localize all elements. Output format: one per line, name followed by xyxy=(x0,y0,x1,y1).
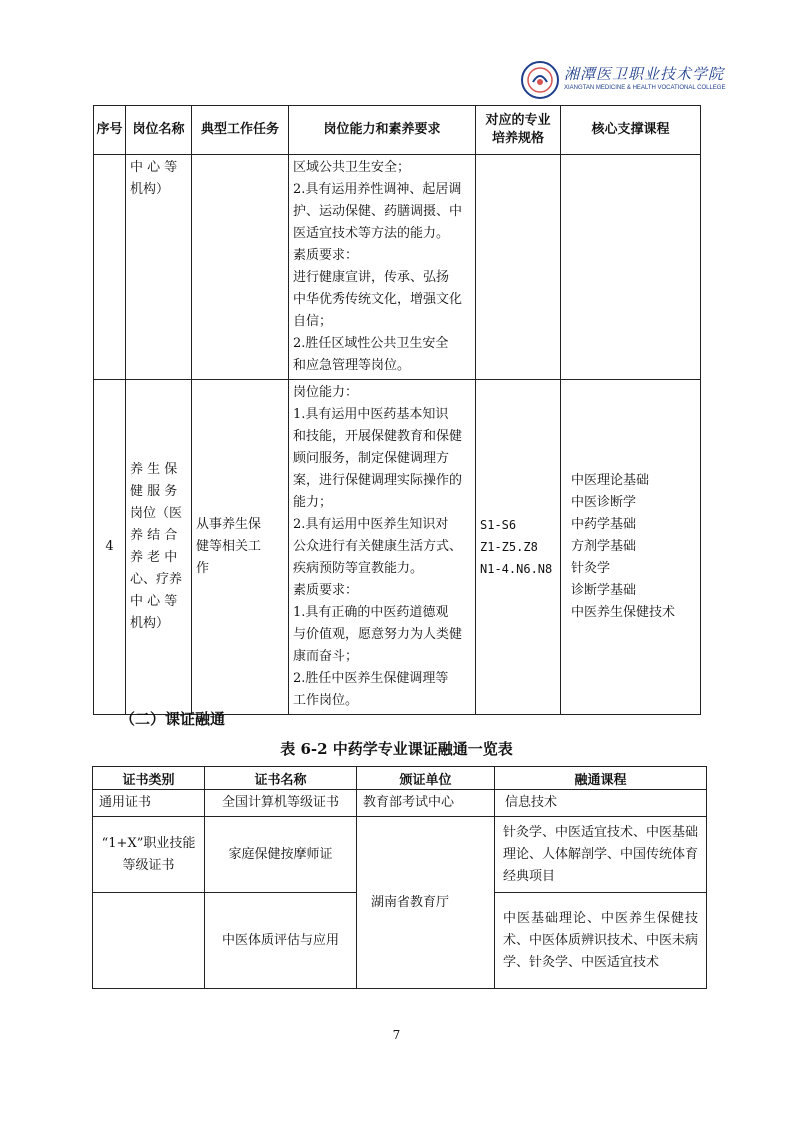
cell-ability: 区域公共卫生安全； 2.具有运用养性调神、起居调 护、运动保健、药膳调摄、中 医适宜技术等方法的能力。 素质要求： 进行健康宣讲，传承、弘扬 中华优秀传统文化，增强文化 自信； 2.胜任区域性公共卫生安全 和应急管理等岗位。 xyxy=(289,155,476,380)
cell-cert-name: 家庭保健按摩师证 xyxy=(205,817,357,893)
table-header-row xyxy=(94,106,701,155)
cell-issuer: 教育部考试中心 xyxy=(357,790,495,817)
cell-no xyxy=(94,155,126,380)
header-ability: 岗位能力和素养要求 xyxy=(289,106,476,155)
section-title: （二）课证融通 xyxy=(120,710,226,728)
certificate-course-table xyxy=(92,766,707,989)
cell-courses: 中医基础理论、中医养生保健技术、中医体质辨识技术、中医未病学、针灸学、中医适宜技术 xyxy=(495,893,707,989)
cell-task: 从事养生保 健等相关工 作 xyxy=(192,380,289,715)
header-spec: 对应的专业培养规格 xyxy=(476,106,561,155)
cell-spec: S1-S6 Z1-Z5.Z8 N1-4.N6.N8 xyxy=(476,380,561,715)
cell-post: 养 生 保 健 服 务 岗位（医 养 结 合 养 老 中 心、疗养 中 心 等 机构） xyxy=(126,380,192,715)
logo-chinese-name: 湘潭医卫职业技术学院 xyxy=(564,65,725,83)
cell-spec xyxy=(476,155,561,380)
table-row xyxy=(93,790,707,817)
cell-category: “1+X”职业技能等级证书 xyxy=(93,817,205,893)
header-cert-name: 证书名称 xyxy=(205,767,357,790)
table-row xyxy=(94,380,701,715)
cell-cert-name: 中医体质评估与应用 xyxy=(205,893,357,989)
cell-courses: 信息技术 xyxy=(495,790,707,817)
college-logo xyxy=(520,60,726,102)
header-no: 序号 xyxy=(94,106,126,155)
header-course: 核心支撑课程 xyxy=(561,106,701,155)
header-issuer: 颁证单位 xyxy=(357,767,495,790)
cell-category xyxy=(93,893,205,989)
post-ability-table xyxy=(93,105,701,715)
cell-cert-name: 全国计算机等级证书 xyxy=(205,790,357,817)
cell-post: 中 心 等 机构） xyxy=(126,155,192,380)
table-header-row xyxy=(93,767,707,790)
cell-course xyxy=(561,155,701,380)
table-caption: 表 6-2 中药学专业课证融通一览表 xyxy=(280,740,513,758)
page-number: 7 xyxy=(392,1028,401,1042)
header-category: 证书类别 xyxy=(93,767,205,790)
cell-task xyxy=(192,155,289,380)
cell-category: 通用证书 xyxy=(93,790,205,817)
cell-no: 4 xyxy=(94,380,126,715)
header-task: 典型工作任务 xyxy=(192,106,289,155)
header-courses: 融通课程 xyxy=(495,767,707,790)
college-emblem-icon xyxy=(520,60,560,100)
logo-english-name: XIANGTAN MEDICINE & HEALTH VOCATIONAL COLLEGE xyxy=(564,85,726,91)
table-row xyxy=(94,155,701,380)
cell-issuer: 湖南省教育厅 xyxy=(357,817,495,989)
table-row xyxy=(93,817,707,893)
cell-courses: 针灸学、中医适宜技术、中医基础理论、人体解剖学、中国传统体育经典项目 xyxy=(495,817,707,893)
header-post: 岗位名称 xyxy=(126,106,192,155)
cell-course: 中医理论基础 中医诊断学 中药学基础 方剂学基础 针灸学 诊断学基础 中医养生保健技术 xyxy=(561,380,701,715)
cell-ability: 岗位能力： 1.具有运用中医药基本知识 和技能，开展保健教育和保健 顾问服务，制定保健调理方 案，进行保健调理实际操作的 能力； 2.具有运用中医养生知识对 公众进行有关健康生活方式、 疾病预防等宣教能力。 素质要求： 1.具有正确的中医药道德观 与价值观，愿意努力为人类健 康而奋斗； 2.胜任中医养生保健调理等 工作岗位。 xyxy=(289,380,476,715)
